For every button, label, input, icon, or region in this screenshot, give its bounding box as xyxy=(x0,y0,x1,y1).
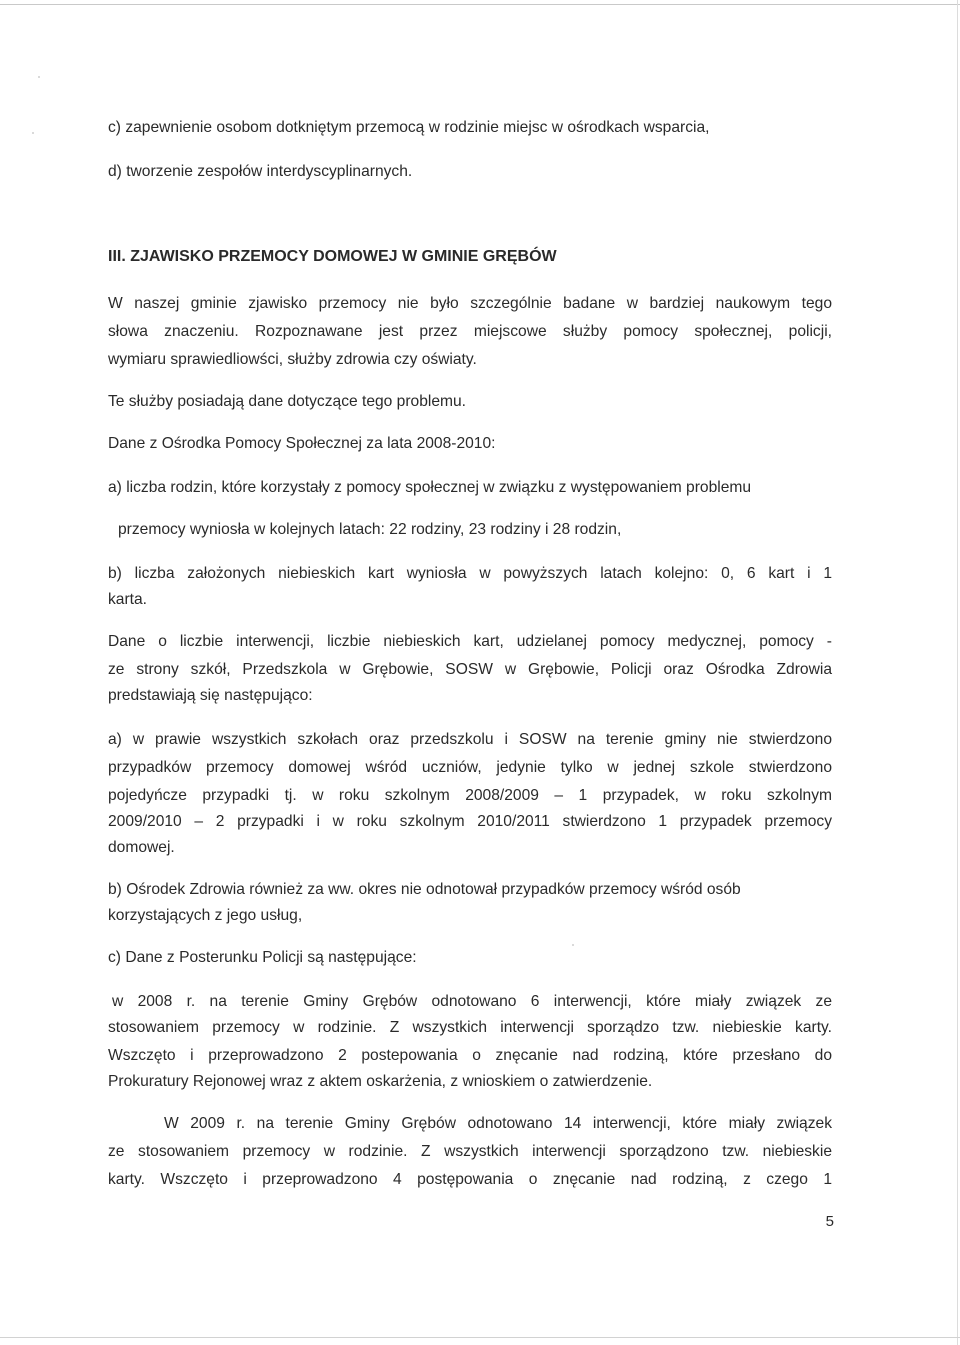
text-line: predstawiają się następująco: xyxy=(108,687,313,704)
text-line: karta. xyxy=(108,591,147,608)
text-line: Dane o liczbie interwencji, liczbie niebieskich kart, udzielanej pomocy medycznej, pomocy - xyxy=(108,633,832,650)
text-line: ze strony szkół, Przedszkola w Grębowie, SOSW w Grębowie, Policji oraz Ośrodka Zdrowia xyxy=(108,661,832,678)
text-line: pojedyńcze przypadki tj. w roku szkolnym 2008/2009 – 1 przypadek, w roku szkolnym xyxy=(108,787,832,804)
section-heading: III. ZJAWISKO PRZEMOCY DOMOWEJ W GMINIE GRĘBÓW xyxy=(108,248,557,265)
text-line: przypadków przemocy domowej wśród uczniów, jedynie tylko w jednej szkole stwierdzono xyxy=(108,759,832,776)
text-line: Wszczęto i przeprowadzono 2 postepowania o znęcanie nad rodziną, które przesłano do xyxy=(108,1047,832,1064)
text-line: c) Dane z Posterunku Policji są następujące: xyxy=(108,949,417,966)
text-line: w 2008 r. na terenie Gminy Grębów odnotowano 6 interwencji, które miały związek ze xyxy=(112,993,832,1010)
text-line: c) zapewnienie osobom dotkniętym przemocą w rodzinie miejsc w ośrodkach wsparcia, xyxy=(108,119,710,136)
text-line: 2009/2010 – 2 przypadki i w roku szkolnym 2010/2011 stwierdzono 1 przypadek przemocy xyxy=(108,813,832,830)
text-line: wymiaru sprawiedliowści, służby zdrowia czy oświaty. xyxy=(108,351,477,368)
scan-right-border xyxy=(957,0,958,1345)
text-line: przemocy wyniosła w kolejnych latach: 22 rodziny, 23 rodziny i 28 rodzin, xyxy=(118,521,622,538)
text-line: a) liczba rodzin, które korzystały z pomocy społecznej w związku z występowaniem problemu xyxy=(108,479,752,496)
scan-speck xyxy=(38,76,40,78)
text-line: W naszej gminie zjawisko przemocy nie było szczególnie badane w bardziej naukowym tego xyxy=(108,295,832,312)
scan-speck xyxy=(32,132,34,134)
text-line: słowa znaczeniu. Rozpoznawane jest przez miejscowe służby pomocy społecznej, policji, xyxy=(108,323,832,340)
text-line: ze stosowaniem przemocy w rodzinie. Z wszystkich interwencji sporządzono tzw. niebieskie xyxy=(108,1143,832,1160)
text-line: domowej. xyxy=(108,839,175,856)
text-line: b) liczba założonych niebieskich kart wyniosła w powyższych latach kolejno: 0, 6 kart i 1 xyxy=(108,565,832,582)
scan-bottom-border xyxy=(0,1337,960,1338)
text-line: korzystających z jego usług, xyxy=(108,907,303,924)
text-line: Prokuratury Rejonowej wraz z aktem oskarżenia, z wnioskiem o zatwierdzenie. xyxy=(108,1073,653,1090)
text-line: b) Ośrodek Zdrowia również za ww. okres nie odnotował przypadków przemocy wśród osób xyxy=(108,881,741,898)
scan-speck xyxy=(572,944,574,946)
text-line: d) tworzenie zespołów interdyscyplinarnych. xyxy=(108,163,413,180)
text-line: Dane z Ośrodka Pomocy Społecznej za lata 2008-2010: xyxy=(108,435,496,452)
text-line: a) w prawie wszystkich szkołach oraz przedszkolu i SOSW na terenie gminy nie stwierdzono xyxy=(108,731,832,748)
text-line: karty. Wszczęto i przeprowadzono 4 postępowania o znęcanie nad rodziną, z czego 1 xyxy=(108,1171,832,1188)
text-line: W 2009 r. na terenie Gminy Grębów odnotowano 14 interwencji, które miały związek xyxy=(164,1115,832,1132)
text-line: Te służby posiadają dane dotyczące tego problemu. xyxy=(108,393,467,410)
scan-top-border xyxy=(0,4,960,5)
page-number: 5 xyxy=(825,1213,834,1230)
text-line: stosowaniem przemocy w rodzinie. Z wszystkich interwencji sporządzo tzw. niebieskie karty. xyxy=(108,1019,832,1036)
